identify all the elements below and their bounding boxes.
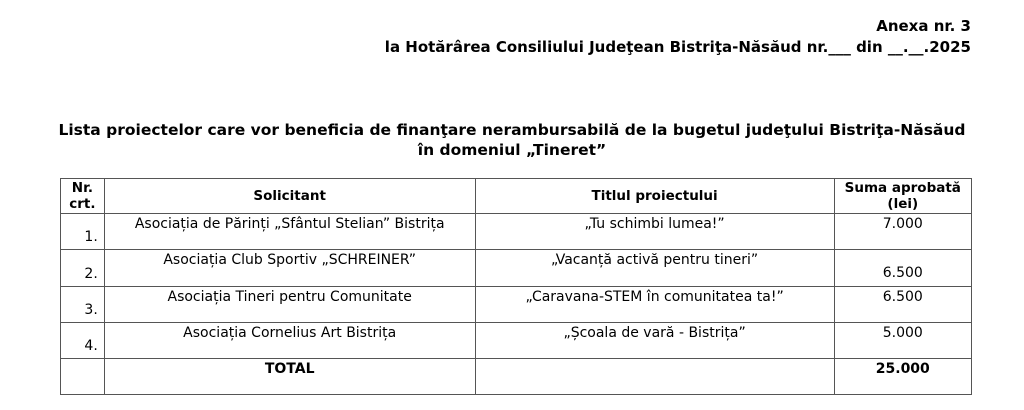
total-label: TOTAL: [104, 359, 475, 395]
total-amount: 25.000: [834, 359, 971, 395]
row-amount: 6.500: [834, 287, 971, 323]
row-project: „Tu schimbi lumea!”: [475, 214, 834, 250]
annex-header: [385, 16, 971, 58]
column-header-amount: [834, 179, 971, 214]
table-row: [61, 250, 972, 287]
title-line-2: în domeniul „Tineret”: [417, 141, 607, 159]
row-applicant: Asociația Club Sportiv „SCHREINER”: [104, 250, 475, 287]
row-nr: 3.: [61, 287, 105, 323]
row-applicant: Asociația de Părinți „Sfântul Stelian” Bistrița: [104, 214, 475, 250]
annex-reference: la Hotărârea Consiliului Judeţean Bistriţa-Năsăud nr.___ din __.__.2025: [384, 38, 971, 56]
column-header-applicant: Solicitant: [104, 179, 475, 214]
total-row: [61, 359, 972, 395]
title-line-1: Lista proiectelor care vor beneficia de finanţare nerambursabilă de la bugetul judeţului Bistriţa-Năsăud: [58, 121, 966, 139]
row-applicant: Asociația Tineri pentru Comunitate: [104, 287, 475, 323]
column-header-nr: [61, 179, 105, 214]
row-project: „Școala de vară - Bistrița”: [475, 323, 834, 359]
nr-header-line-1: Nr.: [71, 180, 93, 196]
row-project: „Caravana-STEM în comunitatea ta!”: [475, 287, 834, 323]
row-amount: 6.500: [834, 250, 971, 287]
table-row: [61, 323, 972, 359]
row-nr: 1.: [61, 214, 105, 250]
nr-header-line-2: crt.: [69, 196, 96, 212]
total-empty-cell: [475, 359, 834, 395]
total-empty-cell: [61, 359, 105, 395]
table-header-row: [61, 179, 972, 214]
projects-table: [60, 178, 972, 395]
row-nr: 4.: [61, 323, 105, 359]
row-applicant: Asociația Cornelius Art Bistrița: [104, 323, 475, 359]
row-nr: 2.: [61, 250, 105, 287]
row-amount: 7.000: [834, 214, 971, 250]
column-header-project: Titlul proiectului: [475, 179, 834, 214]
annex-label: Anexa nr. 3: [876, 17, 971, 35]
row-amount: 5.000: [834, 323, 971, 359]
table-row: [61, 214, 972, 250]
row-project: „Vacanță activă pentru tineri”: [475, 250, 834, 287]
amount-header-line-1: Suma aprobată: [844, 180, 961, 196]
document-title: [0, 120, 1024, 160]
amount-header-line-2: (lei): [887, 196, 919, 212]
table-row: [61, 287, 972, 323]
